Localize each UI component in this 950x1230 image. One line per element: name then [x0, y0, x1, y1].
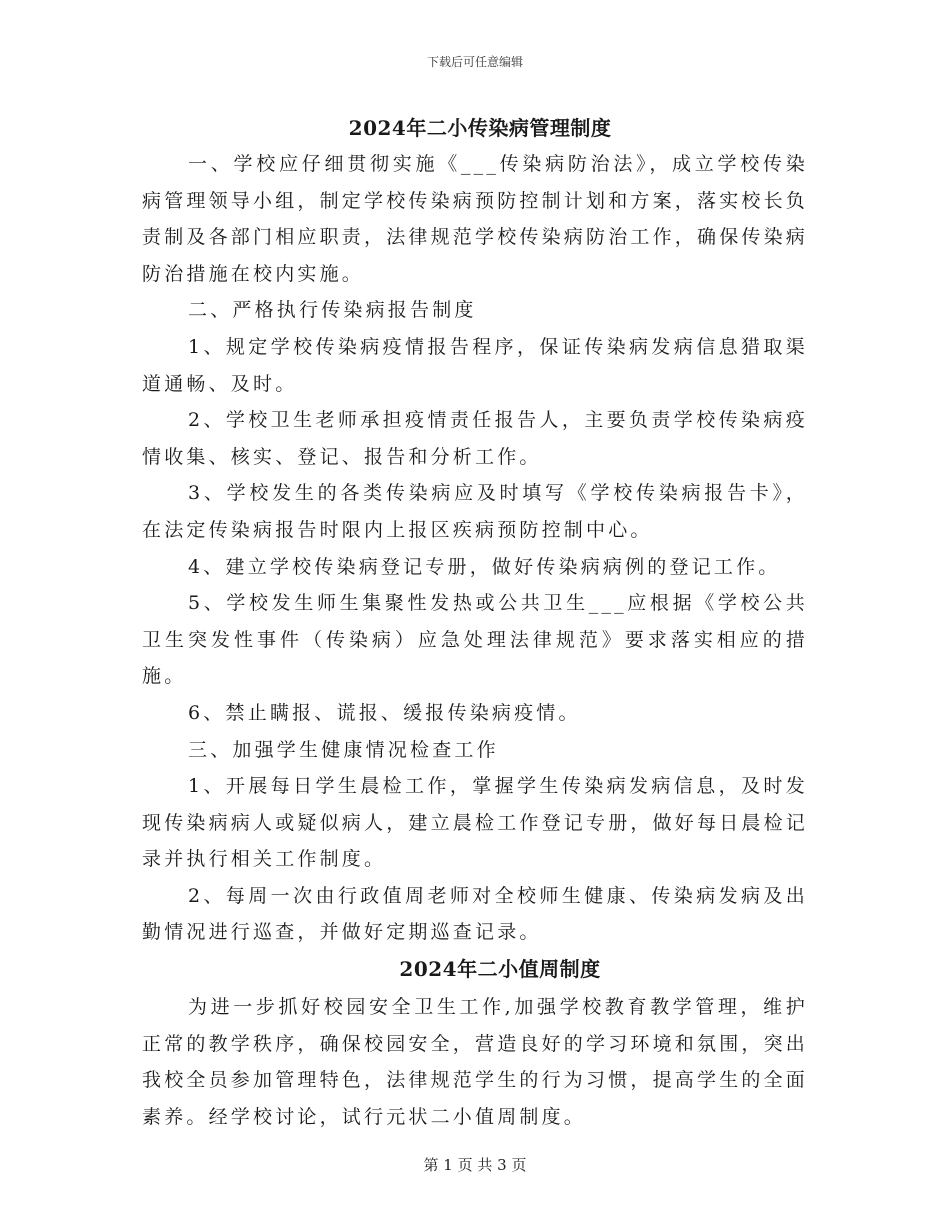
section1-paragraph: 2、每周一次由行政值周老师对全校师生健康、传染病发病及出勤情况进行巡查，并做好定期巡查记录。 — [142, 884, 808, 944]
section1-paragraph: 5、学校发生师生集聚性发热或公共卫生___应根据《学校公共卫生突发性事件（传染病）应急处理法律规范》要求落实相应的措施。 — [142, 592, 808, 688]
section1-paragraph: 一、学校应仔细贯彻实施《___传染病防治法》，成立学校传染病管理领导小组，制定学校传染病预防控制计划和方案，落实校长负责制及各部门相应职责，法律规范学校传染病防治工作，确保传染病防治措施在校内实施。 — [142, 153, 809, 285]
section1-paragraph: 2、学校卫生老师承担疫情责任报告人，主要负责学校传染病疫情收集、核实、登记、报告和分析工作。 — [142, 409, 808, 468]
section1-title: 2024年二小传染病管理制度 — [348, 116, 612, 140]
section2-paragraph: 为进一步抓好校园安全卫生工作,加强学校教育教学管理，维护正常的教学秩序，确保校园安全，营造良好的学习环境和氛围，突出我校全员参加管理特色，法律规范学生的行为习惯，提高学生的全面素养。经学校讨论，试行元状二小值周制度。 — [142, 996, 809, 1128]
section2-title: 2024年二小值周制度 — [399, 957, 601, 982]
section1-heading-health-check: 三、加强学生健康情况检查工作 — [188, 738, 499, 761]
page-number-footer: 第 1 页 共 3 页 — [423, 1156, 527, 1174]
section1-paragraph: 3、学校发生的各类传染病应及时填写《学校传染病报告卡》，在法定传染病报告时限内上报区疾病预防控制中心。 — [142, 482, 808, 541]
header-note: 下载后可任意编辑 — [426, 55, 523, 69]
section1-paragraph: 4、建立学校传染病登记专册，做好传染病病例的登记工作。 — [188, 555, 781, 578]
section1-paragraph: 1、规定学校传染病疫情报告程序，保证传染病发病信息猎取渠道通畅、及时。 — [142, 335, 808, 395]
section1-heading-report: 二、严格执行传染病报告制度 — [188, 299, 477, 322]
section1-paragraph: 1、开展每日学生晨检工作，掌握学生传染病发病信息，及时发现传染病病人或疑似病人，建立晨检工作登记专册，做好每日晨检记录并执行相关工作制度。 — [142, 775, 809, 871]
section1-paragraph: 6、禁止瞒报、谎报、缓报传染病疫情。 — [188, 701, 581, 724]
document-body — [142, 112, 808, 1135]
